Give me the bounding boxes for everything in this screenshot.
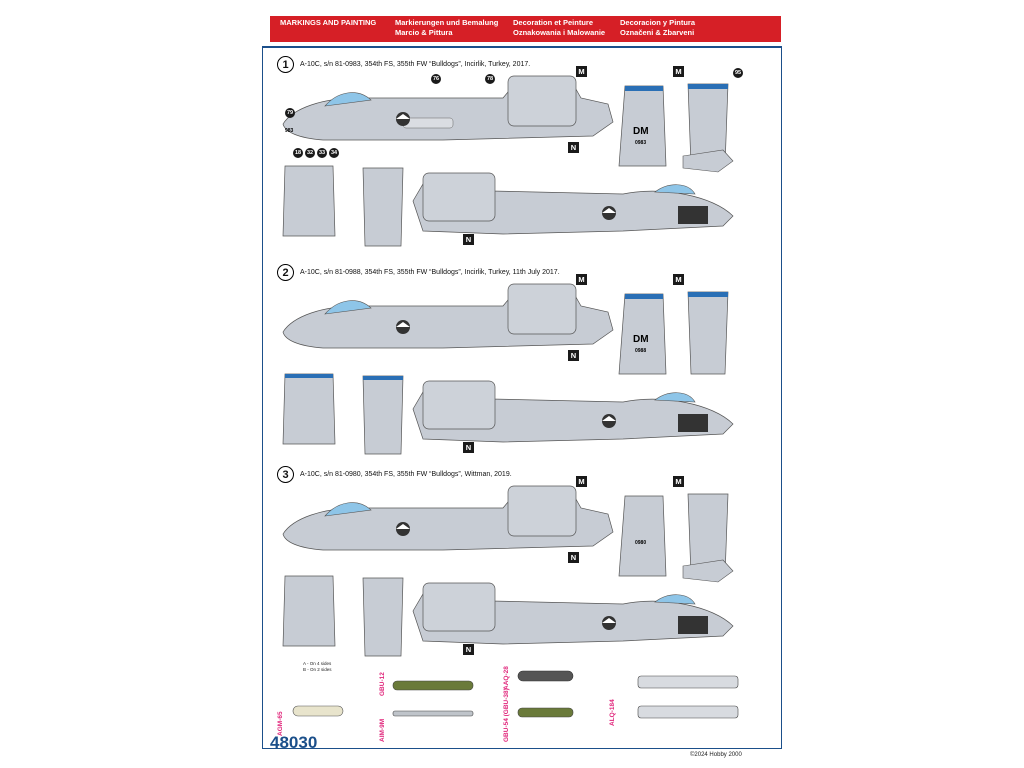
letter-box-m: M: [673, 66, 684, 77]
scheme-3: [263, 466, 781, 666]
letter-box-n: N: [463, 644, 474, 655]
weapon-label: ALQ-184: [609, 699, 616, 726]
letter-box-n: N: [568, 552, 579, 563]
callout: 18: [294, 150, 302, 156]
letter-box-n: N: [463, 442, 474, 453]
weapon-label: AGM-65: [277, 711, 284, 736]
callout: 33: [318, 150, 326, 156]
lower-view-aircraft: [413, 173, 733, 234]
scheme-1: [263, 56, 781, 256]
callout: 95: [734, 70, 742, 76]
side-view-aircraft: [283, 76, 613, 140]
scheme-caption: A-10C, s/n 81-0983, 354th FS, 355th FW “Bulldogs”, Incirlik, Turkey, 2017.: [300, 61, 531, 68]
svg-text:0980: 0980: [635, 540, 647, 546]
weapons-drawings: [263, 656, 781, 746]
weapon-label: AAQ-28: [503, 666, 510, 690]
letter-box-n: N: [463, 234, 474, 245]
weapon-label: GBU-54 (GBU-38): [503, 688, 510, 742]
weapons-section: [263, 656, 781, 746]
callout: 76: [432, 76, 440, 82]
letter-box-m: M: [576, 476, 587, 487]
letter-box-n: N: [568, 350, 579, 361]
scheme-caption: A-10C, s/n 81-0988, 354th FS, 355th FW “Bulldogs”, Incirlik, Turkey, 11th July 2017.: [300, 269, 560, 276]
instruction-sheet: [262, 46, 782, 749]
letter-box-n: N: [568, 142, 579, 153]
scheme-caption: A-10C, s/n 81-0980, 354th FS, 355th FW “Bulldogs”, Wittman, 2019.: [300, 471, 512, 478]
scheme-2: [263, 264, 781, 464]
weapon-label: GBU-12: [379, 672, 386, 696]
header-banner: [270, 16, 781, 42]
svg-text:983: 983: [285, 128, 294, 134]
svg-text:DM: DM: [633, 334, 649, 345]
aircraft-drawings: [263, 466, 781, 666]
svg-text:0988: 0988: [635, 348, 647, 354]
callout: 78: [486, 76, 494, 82]
weapon-note: A - On 4 sides B - On 2 sides: [303, 661, 332, 672]
callout: 79: [286, 110, 294, 116]
letter-box-m: M: [576, 66, 587, 77]
callout: 32: [306, 150, 314, 156]
callout: 34: [330, 150, 338, 156]
aircraft-drawings: [263, 264, 781, 464]
header-col-de-it: Markierungen und Bemalung Marcio & Pittura: [395, 18, 499, 37]
header-col-en: MARKINGS AND PAINTING: [280, 18, 377, 27]
aircraft-drawings: [263, 56, 781, 256]
scheme-number: 1: [277, 56, 294, 73]
weapon-label: AIM-9M: [379, 718, 386, 742]
letter-box-m: M: [576, 274, 587, 285]
copyright: ©2024 Hobby 2000: [690, 752, 742, 758]
scheme-number: 2: [277, 264, 294, 281]
scheme-number: 3: [277, 466, 294, 483]
svg-text:DM: DM: [633, 126, 649, 137]
left-wing-view: [283, 166, 403, 246]
header-col-fr-pl: Decoration et Peinture Oznakowania i Malowanie: [513, 18, 606, 37]
svg-text:0983: 0983: [635, 140, 647, 146]
kit-number: 48030: [270, 733, 318, 752]
letter-box-m: M: [673, 274, 684, 285]
header-col-es-cz: Decoracion y Pintura Označeni & Zbarveni: [620, 18, 696, 37]
tail-side-view: [619, 86, 666, 166]
letter-box-m: M: [673, 476, 684, 487]
